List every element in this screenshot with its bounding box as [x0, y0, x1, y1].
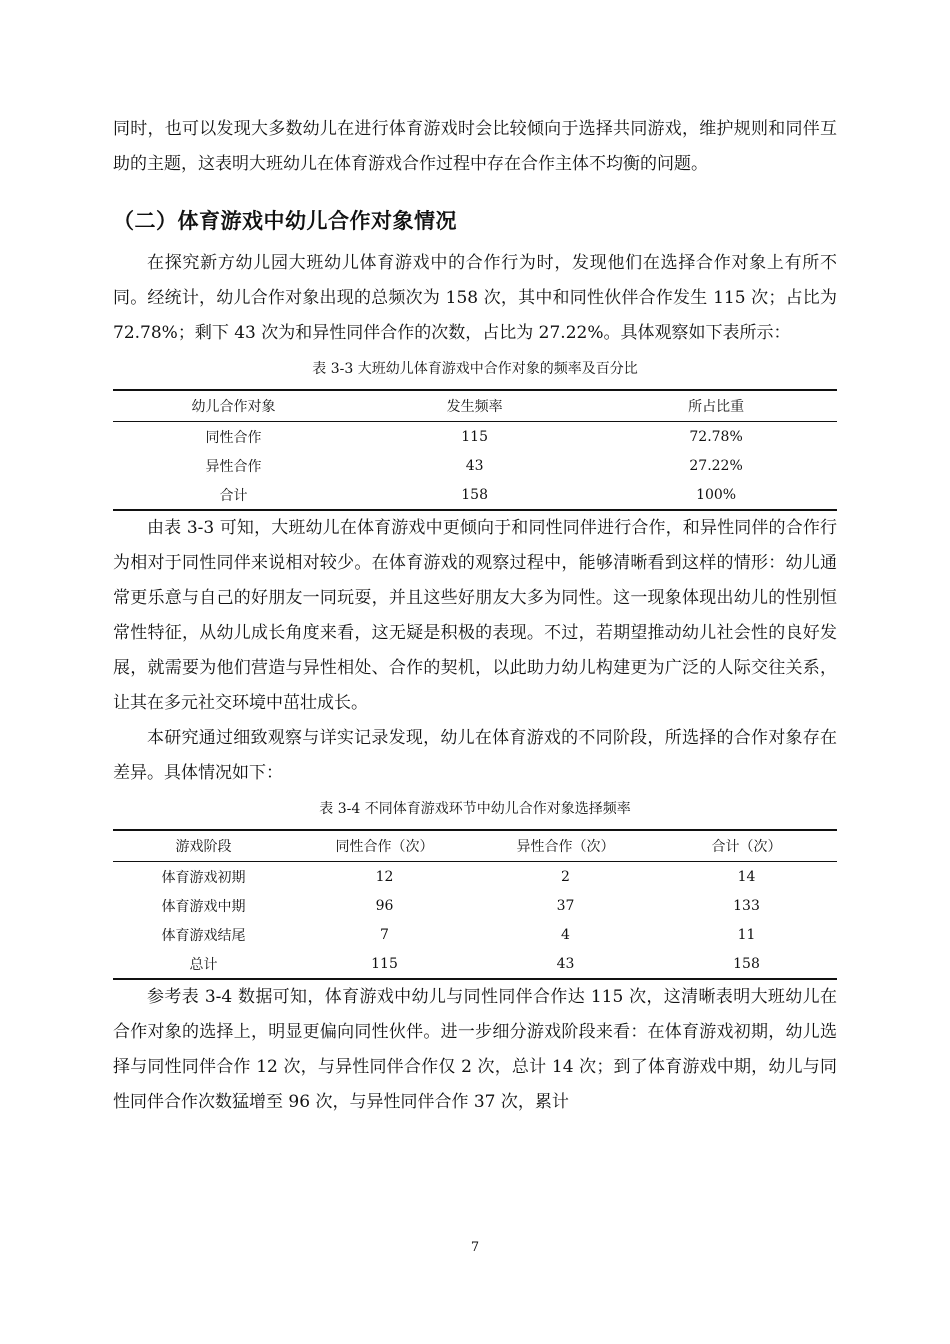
table-cell: 7 — [380, 926, 389, 943]
table-header-cell: 幼儿合作对象 — [113, 390, 354, 422]
table-cell: 体育游戏中期 — [161, 898, 246, 915]
table-cell: 115 — [461, 428, 488, 445]
table-cell: 37 — [556, 897, 575, 914]
table-cell: 同性合作 — [205, 429, 262, 446]
table-row — [113, 451, 837, 480]
table-cell: 异性合作 — [205, 458, 262, 475]
paragraph-stage-intro: 本研究通过细致观察与详实记录发现，幼儿在体育游戏的不同阶段，所选择的合作对象存在差异。具体情况如下： — [113, 728, 837, 783]
table-header-cell: 发生频率 — [354, 390, 595, 422]
table-cell: 158 — [656, 949, 837, 979]
table-cell: 2 — [561, 868, 570, 885]
table-cell: 158 — [354, 480, 595, 510]
table-3-3 — [113, 389, 837, 511]
paragraph-continuation: 同时，也可以发现大多数幼儿在进行体育游戏时会比较倾向于选择共同游戏，维护规则和同伴互助的主题，这表明大班幼儿在体育游戏合作过程中存在合作主体不均衡的问题。 — [113, 119, 837, 174]
paragraph-table-3-4-analysis: 参考表 3-4 数据可知，体育游戏中幼儿与同性同伴合作达 115 次，这清晰表明大班幼儿在合作对象的选择上，明显更偏向同性伙伴。进一步细分游戏阶段来看：在体育游戏初期，幼儿选择与同性同伴合作 12 次，与异性同伴合作仅 2 次，总计 14 次；到了体育游戏中期，幼儿与同性同伴合作次数猛增至 96 次，与异性同伴合作 37 次，累计 — [113, 987, 837, 1112]
page-content — [113, 112, 837, 1120]
table-row — [113, 862, 837, 892]
table-cell: 96 — [375, 897, 394, 914]
section-heading: （二）体育游戏中幼儿合作对象情况 — [113, 209, 457, 233]
table-cell: 43 — [465, 457, 484, 474]
table-cell: 72.78% — [689, 428, 743, 445]
table-3-3-caption: 表 3-3 大班幼儿体育游戏中合作对象的频率及百分比 — [312, 361, 638, 377]
table-cell: 4 — [561, 926, 570, 943]
table-cell: 总计 — [113, 949, 294, 979]
table-3-4-caption: 表 3-4 不同体育游戏环节中幼儿合作对象选择频率 — [319, 801, 631, 817]
table-row — [113, 949, 837, 979]
table-cell: 43 — [475, 949, 656, 979]
table-3-4 — [113, 829, 837, 980]
table-row — [113, 920, 837, 949]
table-header-row — [113, 390, 837, 422]
page-number: 7 — [470, 1240, 480, 1255]
table-header-cell: 同性合作（次） — [294, 830, 475, 862]
table-cell: 14 — [737, 868, 756, 885]
table-header-row — [113, 830, 837, 862]
paragraph-table-3-3-analysis: 由表 3-3 可知，大班幼儿在体育游戏中更倾向于和同性同伴进行合作，和异性同伴的合作行为相对于同性同伴来说相对较少。在体育游戏的观察过程中，能够清晰看到这样的情形：幼儿通常更乐意与自己的好朋友一同玩耍，并且这些好朋友大多为同性。这一现象体现出幼儿的性别恒常性特征，从幼儿成长角度来看，这无疑是积极的表现。不过，若期望推动幼儿社会性的良好发展，就需要为他们营造与异性相处、合作的契机，以此助力幼儿构建更为广泛的人际交往关系，让其在多元社交环境中茁壮成长。 — [113, 518, 837, 713]
table-header-cell: 合计（次） — [656, 830, 837, 862]
table-header-cell: 所占比重 — [595, 390, 837, 422]
table-header-cell: 游戏阶段 — [113, 830, 294, 862]
table-row — [113, 891, 837, 920]
table-cell: 体育游戏结尾 — [161, 927, 246, 944]
table-cell: 133 — [733, 897, 760, 914]
table-cell: 合计 — [113, 480, 354, 510]
table-cell: 27.22% — [689, 457, 743, 474]
table-cell: 体育游戏初期 — [161, 869, 246, 886]
table-cell: 12 — [375, 868, 394, 885]
paragraph-cooperation-objects: 在探究新方幼儿园大班幼儿体育游戏中的合作行为时，发现他们在选择合作对象上有所不同。经统计，幼儿合作对象出现的总频次为 158 次，其中和同性伙伴合作发生 115 次；占比为 72.78%；剩下 43 次为和异性同伴合作的次数，占比为 27.22%。具体观察如下表所示： — [113, 253, 837, 343]
table-cell: 11 — [737, 926, 756, 943]
table-row — [113, 480, 837, 510]
table-row — [113, 422, 837, 452]
table-cell: 100% — [595, 480, 837, 510]
table-header-cell: 异性合作（次） — [475, 830, 656, 862]
table-cell: 115 — [294, 949, 475, 979]
